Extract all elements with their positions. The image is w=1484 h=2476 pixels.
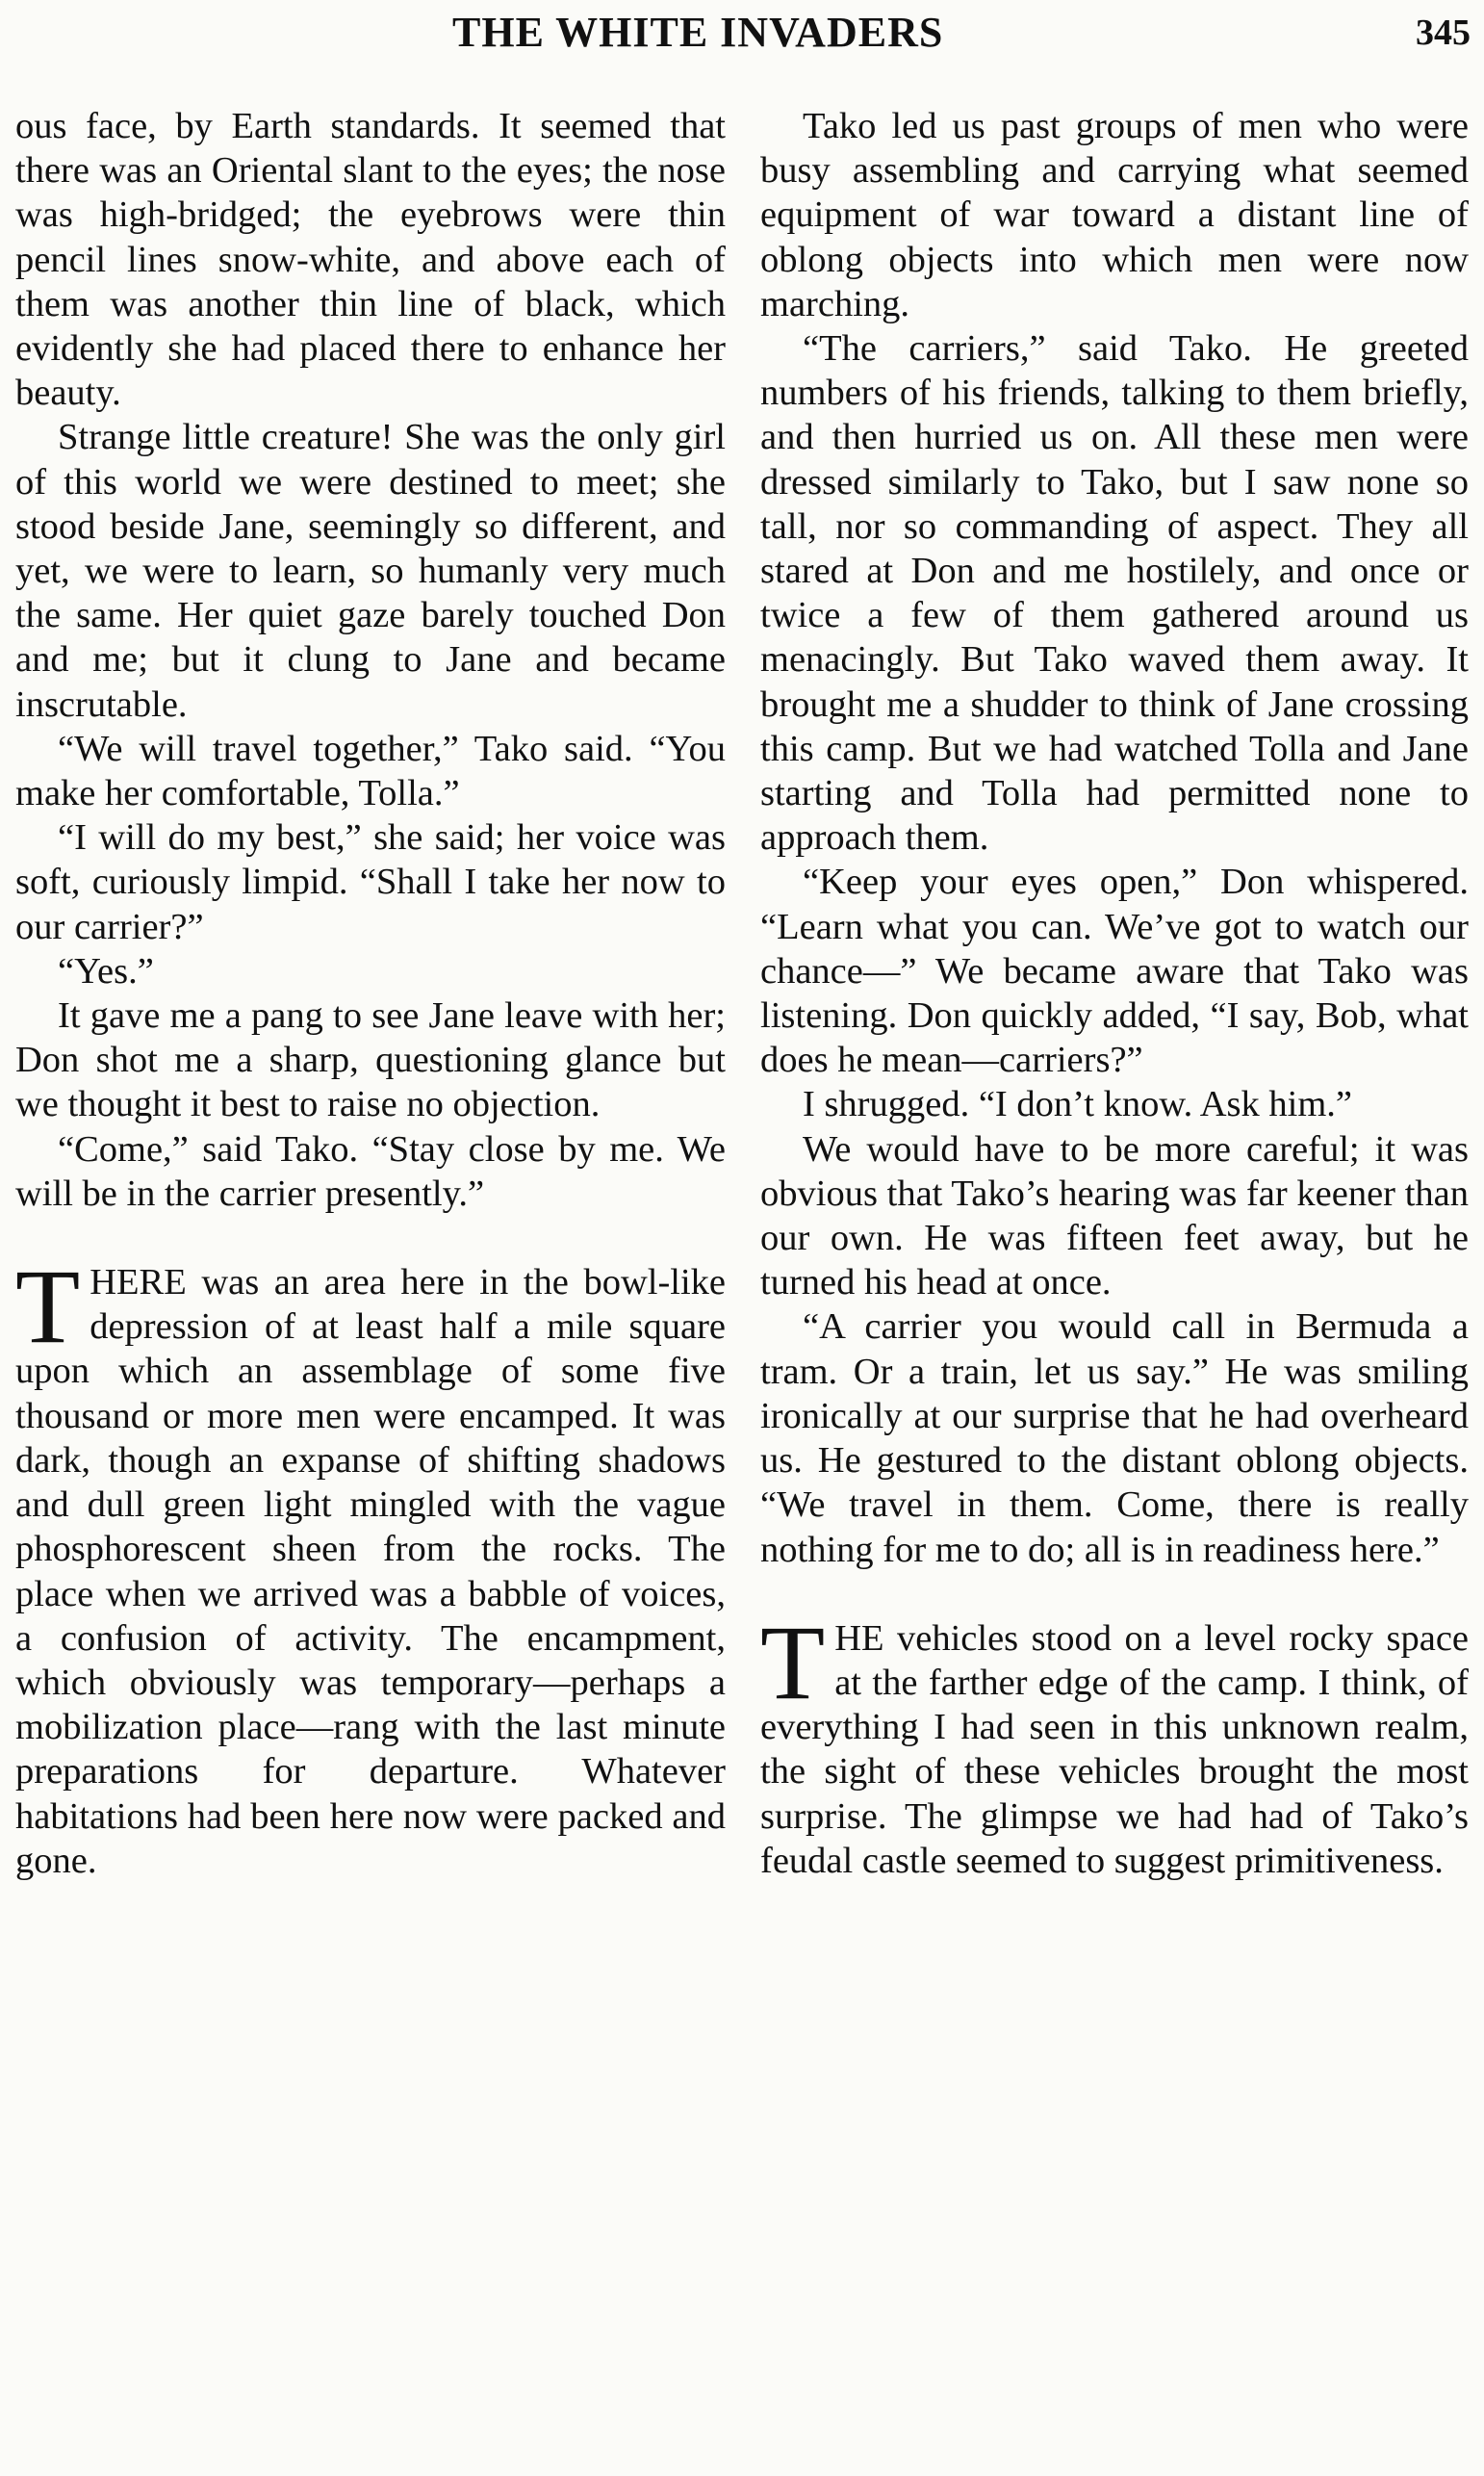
paragraph: “A carrier you would call in Bermuda a tram. Or a train, let us say.” He was smiling ironically at our surprise that he had overheard us. He gestured to the distant oblong objects. “We travel in them. Come, there is really nothing for me to do; all is in readiness here.” [760, 1306, 1469, 1570]
paragraph: Tako led us past groups of men who were busy assembling and carrying what seemed equipment of war toward a distant line of oblong objects into which men were now marching. [760, 106, 1469, 324]
section-paragraph [760, 1603, 1469, 1883]
paragraph: “Come,” said Tako. “Stay close by me. We will be in the carrier presently.” [15, 1128, 726, 1214]
section-text: vehicles stood on a level rocky space at the farther edge of the camp. I think, of everything I had seen in this unknown realm, the sight of these vehicles brought the most surprise. The glimpse we had had of Tako’s feudal castle seemed to suggest primitiveness. [760, 1617, 1469, 1881]
paragraph: “Keep your eyes open,” Don whispered. “Learn what you can. We’ve got to watch our chance—” We became aware that Tako was listening. Don quickly added, “I say, Bob, what does he mean—carriers?” [760, 862, 1469, 1081]
paragraph: “I will do my best,” she said; her voice was soft, curiously limpid. “Shall I take her now to our carrier?” [15, 817, 726, 947]
section-paragraph [15, 1248, 726, 1883]
paragraph: ous face, by Earth standards. It seemed that there was an Oriental slant to the eyes; the nose was high-bridged; the eyebrows were thin pencil lines snow-white, and above each of them was another thin line of black, which evidently she had placed there to enhance her beauty. [15, 106, 726, 414]
paragraph: Strange little creature! She was the only girl of this world we were destined to meet; she stood beside Jane, seemingly so different, and yet, we were to learn, so humanly very much the same. Her quiet gaze barely touched Don and me; but it clung to Jane and became inscrutable. [15, 417, 726, 725]
page-number: 345 [1416, 13, 1471, 53]
drop-cap: T [15, 1248, 81, 1366]
paragraph: We would have to be more careful; it was obvious that Tako’s hearing was far keener than our own. He was fifteen feet away, but he turned his head at once. [760, 1128, 1469, 1303]
right-column [760, 104, 1469, 1883]
section-lead-word: HE [834, 1617, 884, 1659]
section-text: was an area here in the bowl-like depression of at least half a mile square upon which an assemblage of some five thousand or more men were encamped. It was dark, though an expanse of shifting shadows and dull green light mingled with the vague phosphorescent sheen from the rocks. The place when we arrived was a babble of voices, a confusion of activity. The encampment, which obviously was temporary—perhaps a mobilization place—rang with the last minute preparations for departure. Whatever habitations had been here now were packed and gone. [15, 1262, 726, 1881]
paragraph: “Yes.” [58, 950, 154, 992]
page-header [0, 8, 1484, 65]
paragraph: “We will travel together,” Tako said. “You make her comfortable, Tolla.” [15, 728, 726, 814]
left-column [15, 104, 726, 1883]
paragraph: I shrugged. “I don’t know. Ask him.” [803, 1084, 1353, 1125]
paragraph: “The carriers,” said Tako. He greeted numbers of his friends, talking to them briefly, and then hurried us on. All these men were dressed similarly to Tako, but I saw none so tall, nor so commanding of aspect. They all stared at Don and me hostilely, and once or twice a few of them gathered around us menacingly. But Tako waved them away. It brought me a shudder to think of Jane crossing this camp. But we had watched Tolla and Jane starting and Tolla had permitted none to approach them. [760, 328, 1469, 859]
paragraph: It gave me a pang to see Jane leave with her; Don shot me a sharp, questioning glance but we thought it best to raise no objection. [15, 995, 726, 1125]
drop-cap: T [760, 1603, 826, 1721]
section-lead-word: HERE [90, 1262, 187, 1303]
running-title: THE WHITE INVADERS [452, 9, 944, 56]
